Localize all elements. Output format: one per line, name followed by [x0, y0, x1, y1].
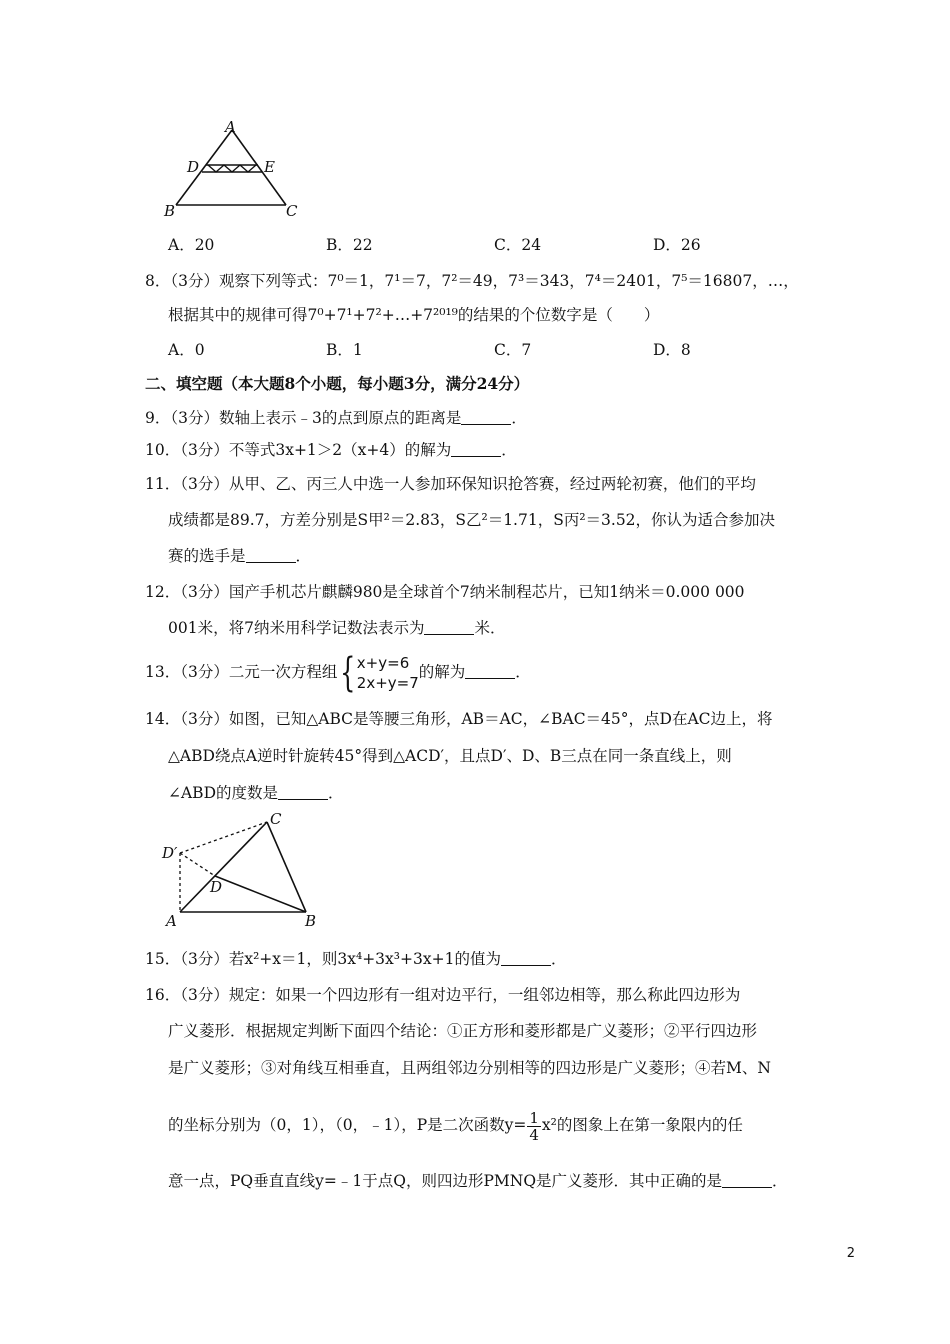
fig14-label-b: B [305, 912, 317, 930]
q10-answer-blank[interactable] [451, 442, 501, 457]
q9-text: 9．（3分）数轴上表示﹣3的点到原点的距离是 [145, 409, 462, 427]
q9 [145, 407, 527, 429]
fig7-line-ab [176, 130, 232, 205]
q8-option-d: D．8 [653, 341, 691, 359]
q14-end: ． [328, 784, 344, 802]
q11-line-3 [168, 545, 311, 567]
q12-end: 米． [474, 619, 506, 637]
q8-option-c: C．7 [494, 341, 532, 359]
q8-line-1: 8．（3分）观察下列等式：7⁰＝1，7¹＝7，7²＝49，7³＝343，7⁴＝2401，7⁵＝16807，…， [145, 272, 799, 290]
q16-fraction [527, 1110, 541, 1143]
q11-line-1: 11．（3分）从甲、乙、丙三人中选一人参加环保知识抢答赛，经过两轮初赛，他们的平均 [145, 475, 756, 493]
q13-answer-blank[interactable] [465, 664, 515, 679]
fig14-label-c: C [270, 810, 282, 828]
fig7-label-a: A [225, 118, 236, 136]
q13-equation-system [357, 653, 419, 693]
q16-line-2: 广义菱形．根据规定判断下面四个结论：①正方形和菱形都是广义菱形；②平行四边形 [168, 1022, 758, 1040]
q7-option-c: C．24 [494, 236, 542, 254]
q11-line-2: 成绩都是89.7，方差分别是S甲²＝2.83，S乙²＝1.71，S丙²＝3.52，你认为适合参加决 [168, 511, 776, 529]
q16-end: ． [772, 1172, 788, 1190]
q11-text: 赛的选手是 [168, 547, 246, 565]
q15-text: 15．（3分）若x²+x＝1，则3x⁴+3x³+3x+1的值为 [145, 950, 501, 968]
q11-answer-blank[interactable] [246, 548, 296, 563]
fig14-dashed-dp-c [180, 822, 267, 853]
q16-line-3: 是广义菱形；③对角线互相垂直，且两组邻边分别相等的四边形是广义菱形；④若M、N [168, 1059, 771, 1077]
q13-eq1: x+y=6 [356, 654, 410, 672]
fig14-dashed-dp-d [180, 853, 215, 876]
q16-answer-blank[interactable] [722, 1173, 772, 1188]
q16-line-5 [168, 1170, 788, 1192]
fig7-label-e: E [264, 158, 275, 176]
fig7-line-ac [232, 130, 286, 205]
q9-answer-blank[interactable] [461, 410, 511, 425]
q10-end: ． [501, 441, 517, 459]
q12-line-2 [168, 617, 505, 639]
fig14-label-a: A [166, 912, 177, 930]
q13-brace: { [340, 650, 356, 696]
q7-option-d: D．26 [653, 236, 701, 254]
q12-answer-blank[interactable] [424, 620, 474, 635]
q15 [145, 948, 566, 970]
fig7-label-b: B [164, 202, 176, 220]
fig14-line-ac [180, 822, 267, 912]
q7-option-a: A．20 [168, 236, 215, 254]
q13-text: 13．（3分）二元一次方程组 [145, 663, 338, 681]
q13-eq2: 2x+y=7 [356, 674, 419, 692]
q8-option-b: B．1 [326, 341, 363, 359]
figure-q14-triangle [160, 808, 330, 933]
q14-line-3 [168, 782, 344, 804]
q9-end: ． [511, 409, 527, 427]
q14-text: ∠ABD的度数是 [168, 784, 278, 802]
q14-answer-blank[interactable] [278, 785, 328, 800]
q8-option-a: A．0 [168, 341, 205, 359]
page-number: 2 [846, 1246, 855, 1261]
q10 [145, 439, 517, 461]
q7-option-b: B．22 [326, 236, 373, 254]
q12-text: 001米，将7纳米用科学记数法表示为 [168, 619, 425, 637]
q13-end: ． [515, 663, 531, 681]
q8-line-2: 根据其中的规律可得7⁰+7¹+7²+…+7²⁰¹⁹的结果的个位数字是（ ） [168, 306, 660, 324]
q13-text-2: 的解为 [418, 663, 466, 681]
fig7-label-c: C [286, 202, 298, 220]
q10-text: 10．（3分）不等式3x+1＞2（x+4）的解为 [145, 441, 452, 459]
fig7-zigzag [208, 165, 256, 172]
q16-text-4a: 的坐标分别为（0，1），（0，﹣1），P是二次函数y= [168, 1116, 527, 1134]
q16-line-1: 16．（3分）规定：如果一个四边形有一组对边平行，一组邻边相等，那么称此四边形为 [145, 986, 741, 1004]
q16-text-5: 意一点，PQ垂直直线y=﹣1于点Q，则四边形PMNQ是广义菱形．其中正确的是 [168, 1172, 723, 1190]
figure-q7-triangle [160, 118, 320, 223]
q11-end: ． [295, 547, 312, 565]
q13 [145, 650, 531, 694]
q14-line-2: △ABD绕点A逆时针旋转45°得到△ACD′，且点D′、D、B三点在同一条直线上，则 [168, 747, 732, 765]
q15-end: ． [550, 950, 567, 968]
fig7-label-d: D [187, 158, 200, 176]
fig14-label-d: D [210, 878, 223, 896]
q12-line-1: 12．（3分）国产手机芯片麒麟980是全球首个7纳米制程芯片，已知1纳米＝0.000 000 [145, 583, 745, 601]
section-2-heading: 二、填空题（本大题8个小题，每小题3分，满分24分） [145, 374, 530, 393]
fig14-label-dprime: D′ [162, 844, 178, 862]
q15-answer-blank[interactable] [501, 951, 551, 966]
q16-fraction-denominator: 4 [529, 1125, 539, 1144]
q16-text-4b: x²的图象上在第一象限内的任 [541, 1116, 743, 1134]
q16-fraction-numerator: 1 [529, 1108, 539, 1127]
q16-line-4 [168, 1105, 743, 1145]
q14-line-1: 14．（3分）如图，已知△ABC是等腰三角形，AB＝AC，∠BAC＝45°，点D在AC边上，将 [145, 710, 773, 728]
